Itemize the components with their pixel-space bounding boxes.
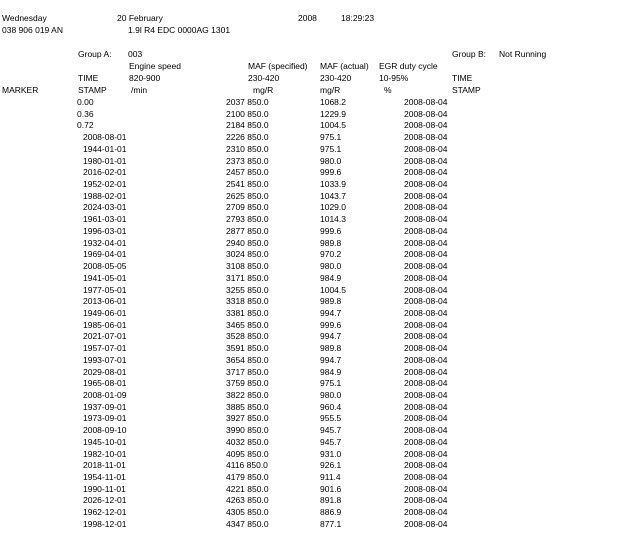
cell-time-stamp: 1945-10-01 [83,436,127,447]
cell-egr: 2008-08-04 [404,249,448,260]
header-date: 20 February [117,13,163,23]
cell-time-stamp: 1985-06-01 [83,319,127,330]
table-row [0,168,620,178]
cell-egr: 2008-08-04 [404,401,448,412]
table-row [0,356,620,366]
cell-egr: 2008-08-04 [404,413,448,424]
cell-rpm-maf-spec: 3717 850.0 [226,366,269,377]
cell-maf-actual: 1043.7 [320,190,346,201]
cell-maf-actual: 975.1 [320,378,342,389]
cell-egr: 2008-08-04 [404,378,448,389]
cell-egr: 2008-08-04 [404,237,448,248]
col-rpm-name: Engine speed [129,61,181,71]
cell-rpm-maf-spec: 2373 850.0 [226,155,269,166]
cell-egr: 2008-08-04 [404,108,448,119]
cell-egr: 2008-08-04 [404,225,448,236]
table-row [0,391,620,401]
cell-time-stamp: 1965-08-01 [83,378,127,389]
cell-maf-actual: 926.1 [320,460,342,471]
col-time-line2: STAMP [78,85,107,95]
table-row [0,274,620,284]
col-maf-act-range: 230-420 [320,73,352,83]
col-maf-spec-name: MAF (specified) [248,61,308,71]
cell-rpm-maf-spec: 3318 850.0 [226,296,269,307]
cell-egr: 2008-08-04 [404,214,448,225]
group-a-value: 003 [128,49,143,59]
cell-rpm-maf-spec: 3822 850.0 [226,390,269,400]
cell-egr: 2008-08-04 [404,472,448,483]
table-row [0,344,620,354]
cell-rpm-maf-spec: 3759 850.0 [226,378,269,389]
cell-maf-actual: 980.0 [320,261,342,272]
table-row [0,250,620,260]
cell-time-stamp: 2016-02-01 [83,167,127,178]
cell-maf-actual: 999.6 [320,225,342,236]
cell-maf-actual: 994.7 [320,307,342,318]
table-row [0,473,620,483]
table-row [0,180,620,190]
table-row [0,239,620,249]
cell-rpm-maf-spec: 2100 850.0 [226,108,269,119]
cell-time-stamp: 2029-08-01 [83,366,127,377]
col-maf-act-name: MAF (actual) [320,61,369,71]
cell-rpm-maf-spec: 2793 850.0 [226,214,269,225]
cell-egr: 2008-08-04 [404,179,448,190]
cell-maf-actual: 980.0 [320,390,342,400]
cell-maf-actual: 984.9 [320,272,342,283]
cell-maf-actual: 886.9 [320,507,342,518]
cell-rpm-maf-spec: 3528 850.0 [226,331,269,342]
cell-rpm-maf-spec: 2940 850.0 [226,237,269,248]
cell-time-stamp: 1962-12-01 [83,507,127,518]
cell-maf-actual: 994.7 [320,331,342,342]
col-time-b-line2: STAMP [452,85,481,95]
cell-rpm-maf-spec: 4116 850.0 [226,460,268,471]
table-row [0,485,620,495]
cell-maf-actual: 975.1 [320,143,342,154]
cell-rpm-maf-spec: 2457 850.0 [226,167,269,178]
cell-rpm-maf-spec: 3381 850.0 [226,307,269,318]
cell-egr: 2008-08-04 [404,507,448,518]
cell-egr: 2008-08-04 [404,155,448,166]
cell-rpm-maf-spec: 2709 850.0 [226,202,269,213]
cell-time-stamp: 2008-09-10 [83,425,127,436]
cell-time-stamp: 2021-07-01 [83,331,127,342]
cell-time-stamp: 2008-05-05 [83,261,127,272]
cell-rpm-maf-spec: 2037 850.0 [226,97,269,107]
col-maf-act-unit: mg/R [320,85,341,95]
cell-egr: 2008-08-04 [404,307,448,318]
cell-time-stamp: 1990-11-01 [83,483,126,494]
cell-time-stamp: 1993-07-01 [83,354,127,365]
cell-time-stamp: 1941-05-01 [83,272,127,283]
cell-time-stamp: 1932-04-01 [83,237,127,248]
cell-egr: 2008-08-04 [404,190,448,201]
cell-egr: 2008-08-04 [404,448,448,459]
cell-egr: 2008-08-04 [404,261,448,272]
cell-egr: 2008-08-04 [404,296,448,307]
cell-rpm-maf-spec: 2226 850.0 [226,132,269,143]
table-row [0,262,620,272]
table-row [0,403,620,413]
cell-time-stamp: 2026-12-01 [83,495,127,506]
col-rpm-range: 820-900 [129,73,161,83]
cell-rpm-maf-spec: 3465 850.0 [226,319,269,330]
cell-rpm-maf-spec: 2625 850.0 [226,190,269,201]
cell-maf-actual: 911.4 [320,472,341,483]
table-row [0,157,620,167]
cell-time-stamp: 0.36 [77,108,94,119]
cell-rpm-maf-spec: 2310 850.0 [226,143,269,154]
table-row [0,192,620,202]
cell-rpm-maf-spec: 3990 850.0 [226,425,269,436]
cell-maf-actual: 999.6 [320,319,342,330]
cell-rpm-maf-spec: 4032 850.0 [226,436,269,447]
cell-rpm-maf-spec: 4179 850.0 [226,472,269,483]
table-row [0,332,620,342]
col-maf-spec-range: 230-420 [248,73,280,83]
col-egr-range: 10-95% [379,73,409,83]
cell-time-stamp: 2018-11-01 [83,460,126,471]
cell-maf-actual: 901.6 [320,483,342,494]
cell-time-stamp: 1954-11-01 [83,472,126,483]
cell-rpm-maf-spec: 3171 850.0 [226,272,269,283]
cell-rpm-maf-spec: 2541 850.0 [226,179,269,190]
cell-maf-actual: 984.9 [320,366,342,377]
cell-time-stamp: 1982-10-01 [83,448,127,459]
cell-maf-actual: 1029.0 [320,202,346,213]
cell-time-stamp: 1949-06-01 [83,307,127,318]
cell-time-stamp: 1977-05-01 [83,284,127,295]
cell-time-stamp: 2008-08-01 [83,132,127,143]
cell-maf-actual: 945.7 [320,436,342,447]
cell-maf-actual: 891.8 [320,495,342,506]
table-row [0,286,620,296]
cell-time-stamp: 2013-06-01 [83,296,127,307]
cell-egr: 2008-08-04 [404,120,448,131]
cell-maf-actual: 970.2 [320,249,342,260]
col-marker: MARKER [2,85,39,95]
table-row [0,461,620,471]
cell-egr: 2008-08-04 [404,343,448,354]
cell-egr: 2008-08-04 [404,460,448,471]
cell-egr: 2008-08-04 [404,390,448,400]
cell-time-stamp: 2008-01-09 [83,390,127,400]
cell-time-stamp: 2024-03-01 [83,202,127,213]
cell-rpm-maf-spec: 4095 850.0 [226,448,269,459]
cell-maf-actual: 1004.5 [320,120,346,131]
cell-time-stamp: 1952-02-01 [83,179,127,190]
cell-egr: 2008-08-04 [404,425,448,436]
cell-time-stamp: 0.72 [77,120,94,131]
cell-maf-actual: 975.1 [320,132,342,143]
group-b-label: Group B: [452,49,487,59]
col-time-line1: TIME [78,73,99,83]
cell-egr: 2008-08-04 [404,272,448,283]
table-row [0,227,620,237]
cell-time-stamp: 1937-09-01 [83,401,127,412]
cell-egr: 2008-08-04 [404,97,448,107]
cell-maf-actual: 1068.2 [320,97,346,107]
table-row [0,215,620,225]
cell-maf-actual: 980.0 [320,155,342,166]
group-b-value: Not Running [499,49,547,59]
table-row [0,297,620,307]
cell-time-stamp: 1944-01-01 [83,143,127,154]
cell-maf-actual: 955.5 [320,413,342,424]
cell-egr: 2008-08-04 [404,436,448,447]
col-rpm-unit: /min [131,85,148,95]
col-time-b-line1: TIME [452,73,473,83]
cell-time-stamp: 1973-09-01 [83,413,127,424]
col-egr-name: EGR duty cycle [379,61,438,71]
cell-rpm-maf-spec: 3885 850.0 [226,401,269,412]
cell-egr: 2008-08-04 [404,132,448,143]
cell-egr: 2008-08-04 [404,284,448,295]
cell-egr: 2008-08-04 [404,319,448,330]
table-row [0,98,620,108]
table-row [0,496,620,506]
table-row [0,426,620,436]
cell-egr: 2008-08-04 [404,331,448,342]
cell-rpm-maf-spec: 3024 850.0 [226,249,269,260]
cell-maf-actual: 945.7 [320,425,342,436]
cell-egr: 2008-08-04 [404,366,448,377]
cell-egr: 2008-08-04 [404,354,448,365]
table-row [0,203,620,213]
cell-egr: 2008-08-04 [404,495,448,506]
table-row [0,379,620,389]
cell-maf-actual: 960.4 [320,401,342,412]
cell-maf-actual: 989.8 [320,296,342,307]
cell-egr: 2008-08-04 [404,143,448,154]
cell-rpm-maf-spec: 3108 850.0 [226,261,269,272]
cell-rpm-maf-spec: 4221 850.0 [226,483,269,494]
cell-time-stamp: 1969-04-01 [83,249,127,260]
cell-time-stamp: 1961-03-01 [83,214,127,225]
cell-egr: 2008-08-04 [404,167,448,178]
cell-rpm-maf-spec: 3591 850.0 [226,343,269,354]
header-time: 18:29:23 [341,13,375,23]
table-row [0,508,620,518]
cell-time-stamp: 0.00 [77,97,94,107]
header-part-number: 038 906 019 AN [2,25,63,35]
cell-egr: 2008-08-04 [404,483,448,494]
col-maf-spec-unit: mg/R [253,85,274,95]
cell-time-stamp: 1957-07-01 [83,343,127,354]
cell-egr: 2008-08-04 [404,518,448,529]
cell-egr: 2008-08-04 [404,202,448,213]
cell-rpm-maf-spec: 4305 850.0 [226,507,269,518]
cell-rpm-maf-spec: 4263 850.0 [226,495,269,506]
cell-time-stamp: 1988-02-01 [83,190,127,201]
header-year: 2008 [298,13,317,23]
cell-maf-actual: 994.7 [320,354,342,365]
cell-time-stamp: 1996-03-01 [83,225,127,236]
table-row [0,414,620,424]
cell-rpm-maf-spec: 2877 850.0 [226,225,269,236]
table-row [0,321,620,331]
table-row [0,133,620,143]
cell-maf-actual: 1014.3 [320,214,346,225]
cell-maf-actual: 999.6 [320,167,342,178]
cell-time-stamp: 1998-12-01 [83,518,127,529]
table-row [0,438,620,448]
col-egr-unit: % [384,85,392,95]
cell-rpm-maf-spec: 2184 850.0 [226,120,269,131]
cell-maf-actual: 989.8 [320,343,342,354]
header-day: Wednesday [2,13,47,23]
cell-maf-actual: 1004.5 [320,284,346,295]
header-engine: 1.9l R4 EDC 0000AG 1301 [128,25,231,35]
table-row [0,520,620,530]
table-row [0,309,620,319]
table-row [0,121,620,131]
table-row [0,145,620,155]
group-a-label: Group A: [78,49,112,59]
cell-rpm-maf-spec: 3255 850.0 [226,284,269,295]
cell-rpm-maf-spec: 3927 850.0 [226,413,269,424]
cell-maf-actual: 877.1 [320,518,342,529]
table-row [0,110,620,120]
cell-maf-actual: 931.0 [320,448,342,459]
cell-maf-actual: 1033.9 [320,179,346,190]
cell-rpm-maf-spec: 3654 850.0 [226,354,269,365]
cell-maf-actual: 1229.9 [320,108,346,119]
cell-rpm-maf-spec: 4347 850.0 [226,518,269,529]
cell-time-stamp: 1980-01-01 [83,155,127,166]
cell-maf-actual: 989.8 [320,237,342,248]
table-row [0,450,620,460]
table-row [0,368,620,378]
